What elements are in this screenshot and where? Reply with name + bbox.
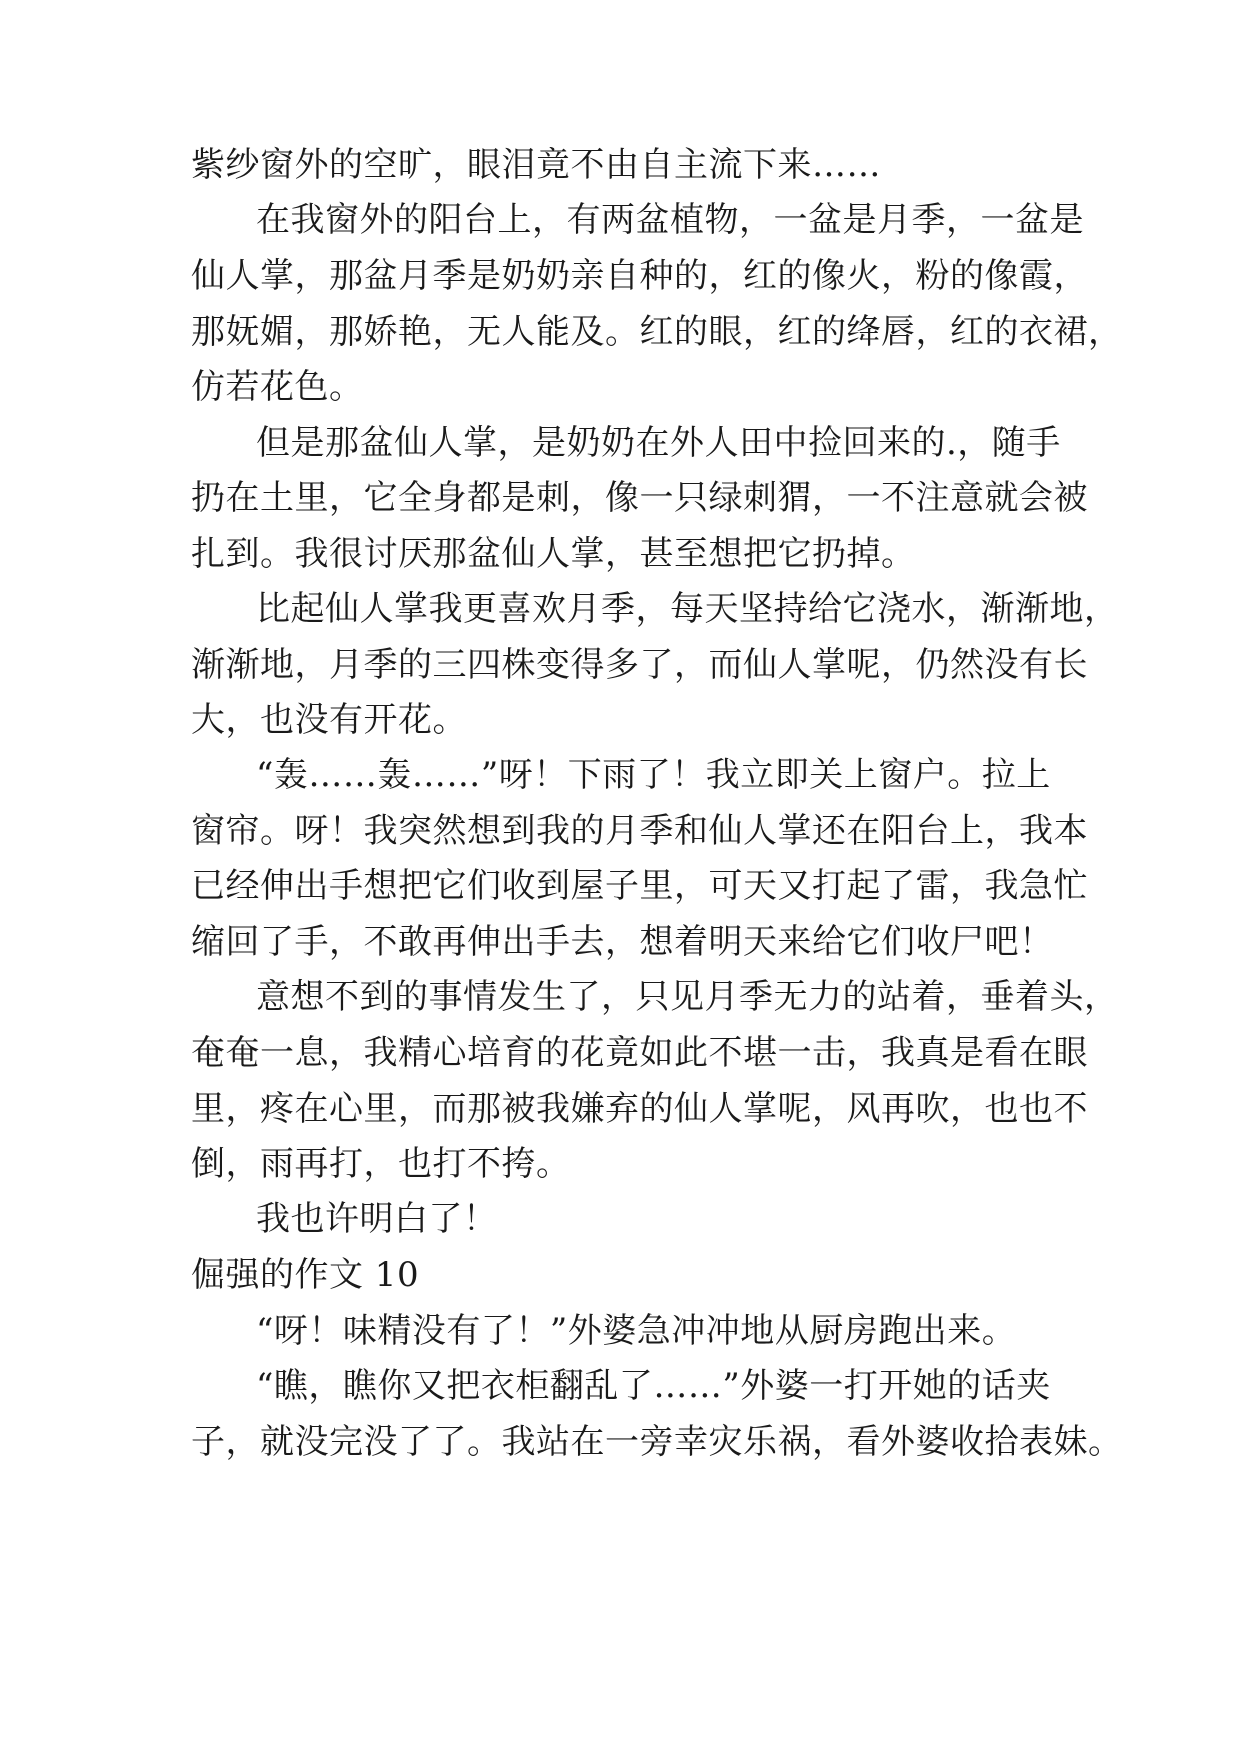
text-line: “呀！味精没有了！”外婆急冲冲地从厨房跑出来。	[256, 1311, 1017, 1351]
section-heading: 倔强的作文 10	[191, 1255, 420, 1295]
text-line: 已经伸出手想把它们收到屋子里，可天又打起了雷，我急忙	[191, 866, 1088, 906]
text-line: 子，就没完没了了。我站在一旁幸灾乐祸，看外婆收拾表妹。	[191, 1422, 1123, 1462]
text-line: 渐渐地，月季的三四株变得多了，而仙人掌呢，仍然没有长	[191, 645, 1088, 685]
text-line: 紫纱窗外的空旷，眼泪竟不由自主流下来……	[191, 145, 881, 185]
text-line: 里，疼在心里，而那被我嫌弃的仙人掌呢，风再吹，也也不	[191, 1089, 1088, 1129]
text-line: 仿若花色。	[191, 367, 364, 407]
text-line: 扔在土里，它全身都是刺，像一只绿刺猬，一不注意就会被	[191, 478, 1088, 518]
text-line: 仙人掌，那盆月季是奶奶亲自种的，红的像火，粉的像霞，	[191, 256, 1088, 296]
text-line: 扎到。我很讨厌那盆仙人掌，甚至想把它扔掉。	[191, 534, 916, 574]
text-line: 倒，雨再打，也打不挎。	[191, 1144, 571, 1184]
text-line: 大，也没有开花。	[191, 700, 467, 740]
text-line: 但是那盆仙人掌，是奶奶在外人田中捡回来的.，随手	[256, 423, 1061, 463]
text-line: 奄奄一息，我精心培育的花竟如此不堪一击，我真是看在眼	[191, 1033, 1088, 1073]
text-line: “瞧，瞧你又把衣柜翻乱了……”外婆一打开她的话夹	[256, 1366, 1051, 1406]
text-line: 在我窗外的阳台上，有两盆植物，一盆是月季，一盆是	[256, 200, 1084, 240]
text-line: 缩回了手，不敢再伸出手去，想着明天来给它们收尸吧！	[191, 922, 1054, 962]
text-line: 我也许明白了！	[256, 1199, 498, 1239]
text-line: 意想不到的事情发生了，只见月季无力的站着，垂着头，	[256, 977, 1119, 1017]
text-line: “轰……轰……”呀！下雨了！我立即关上窗户。拉上	[256, 755, 1051, 795]
text-line: 窗帘。呀！我突然想到我的月季和仙人掌还在阳台上，我本	[191, 811, 1088, 851]
text-line: 比起仙人掌我更喜欢月季，每天坚持给它浇水，渐渐地，	[256, 589, 1119, 629]
text-line: 那妩媚，那娇艳，无人能及。红的眼，红的绛唇，红的衣裙，	[191, 312, 1123, 352]
